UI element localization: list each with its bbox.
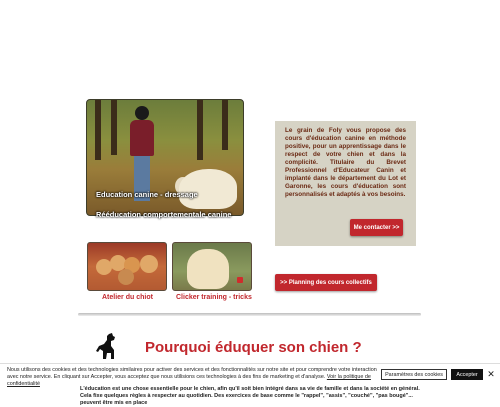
- hero-image[interactable]: [86, 99, 244, 219]
- section-title: Pourquoi éduquer son chien ?: [145, 339, 362, 356]
- thumbnail-clicker-training[interactable]: [172, 242, 252, 291]
- dog-silhouette-icon: [95, 332, 121, 360]
- hero-caption-2[interactable]: Rééducation comportementale canine: [96, 210, 232, 219]
- thumbnail-atelier-chiot[interactable]: [87, 242, 167, 291]
- accept-button[interactable]: Accepter: [451, 369, 483, 380]
- hero-caption-1[interactable]: Education canine - dressage: [96, 190, 198, 199]
- cookie-settings-button[interactable]: Paramètres des cookies: [381, 369, 447, 380]
- tree-decor: [95, 100, 101, 160]
- thumbnail-caption-1[interactable]: Atelier du chiot: [102, 294, 153, 301]
- body-text: L'éducation est une chose essentielle pour le chien, afin qu'il soit bien intégré dans sa vie de famille et dans la société en général. Cela fixe quelques règles à respecter au quotidien. Des exercices de base comme le "rappel", "assis", "couché", "pas bougé"... peuvent être mis en place: [80, 386, 420, 406]
- tree-decor: [222, 100, 228, 150]
- trainer-figure: [127, 106, 157, 201]
- dog-figure: [187, 249, 229, 289]
- white-dog-figure: [179, 169, 237, 209]
- cookie-banner: [0, 363, 500, 387]
- planning-button[interactable]: >> Planning des cours collectifs: [275, 274, 377, 291]
- puppy-figure: [140, 255, 158, 273]
- divider: [78, 313, 421, 316]
- toy-icon: [237, 277, 243, 283]
- privacy-policy-link[interactable]: Voir la politique de confidentialité: [7, 374, 371, 387]
- thumbnail-caption-2[interactable]: Clicker training - tricks: [176, 294, 252, 301]
- tree-decor: [111, 100, 117, 155]
- info-text: Le grain de Foly vous propose des cours d'éducation canine en méthode positive, pour un apprentissage dans le respect de votre chien et dans la complicité. Titulaire du Brevet Professionnel d'Educateur Canin et implanté dans le département du Lot et Garonne, les cours d'éducation sont personnalisés et adaptés à vos besoins.: [285, 127, 406, 198]
- close-icon[interactable]: ✕: [487, 368, 495, 379]
- puppy-figure: [118, 269, 134, 285]
- cookie-text: [7, 367, 377, 388]
- cookie-message: Nous utilisons des cookies et des technologies similaires pour activer des services et des fonctionnalités sur notre site et pour comprendre votre interaction avec notre service. En cliquant sur Accepter, vous acceptez que nous utilisions ces technologies à des fins de marketing et d'analyse.: [7, 367, 377, 380]
- contact-button[interactable]: Me contacter >>: [350, 219, 403, 236]
- tree-decor: [197, 100, 203, 160]
